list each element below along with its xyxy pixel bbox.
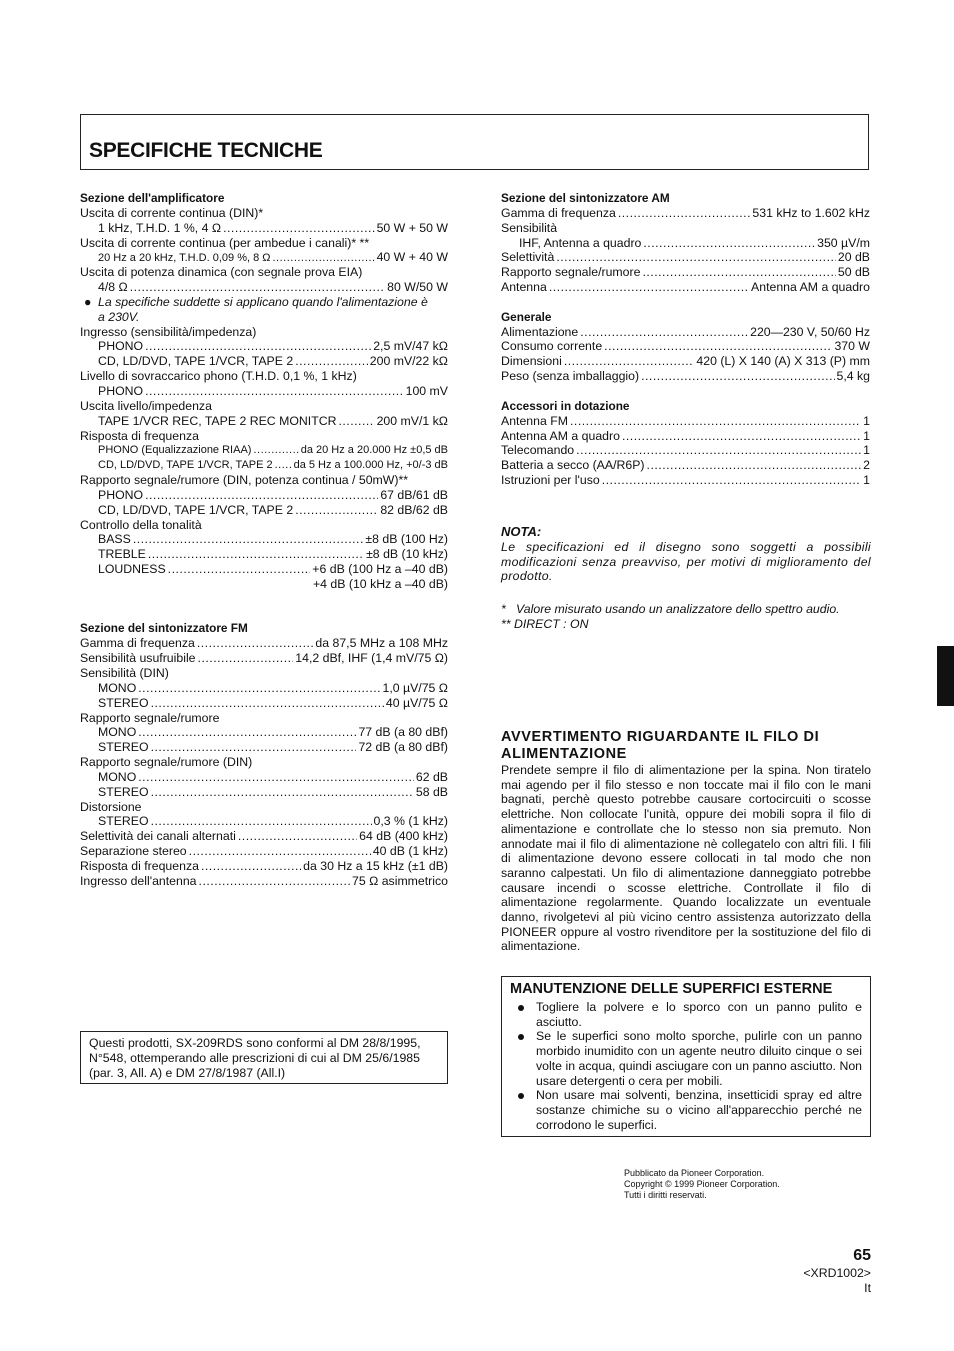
spec-row: Antenna FM ..... 1 xyxy=(501,414,870,429)
spec-row: TREBLE ..... ±8 dB (10 kHz) xyxy=(80,547,448,562)
spec-line: Livello di sovraccarico phono (T.H.D. 0,1 %, 1 kHz) xyxy=(80,369,357,384)
spec-row: Telecomando ..... 1 xyxy=(501,443,870,458)
spec-line: Uscita di corrente continua (per ambedue i canali)* ** xyxy=(80,235,370,250)
am-heading: Sezione del sintonizzatore AM xyxy=(501,191,670,205)
power-cord-warning xyxy=(501,729,871,954)
spec-row: CD, LD/DVD, TAPE 1/VCR, TAPE 2 ..... 82 dB/62 dB xyxy=(80,503,448,518)
spec-row: Batteria a secco (AA/R6P) ..... 2 xyxy=(501,458,870,473)
conformity-box xyxy=(80,1031,448,1084)
spec-row: PHONO (Equalizzazione RIAA) ..... da 20 Hz a 20.000 Hz ±0,5 dB xyxy=(80,443,448,458)
footnote: ** DIRECT : ON xyxy=(501,617,589,632)
amp-heading: Sezione dell'amplificatore xyxy=(80,191,225,205)
spec-line: Rapporto segnale/rumore (DIN, potenza continua / 50mW)** xyxy=(80,473,409,488)
spec-line: Controllo della tonalità xyxy=(80,517,202,532)
spec-row: Antenna ..... Antenna AM a quadro xyxy=(501,280,870,295)
spec-row: 4/8 Ω ..... 80 W/50 W xyxy=(80,280,448,295)
page-title: SPECIFICHE TECNICHE xyxy=(89,139,323,162)
spec-row: Selettività dei canali alternati ..... 64 dB (400 kHz) xyxy=(80,829,448,844)
spec-row: Gamma di frequenza ..... da 87,5 MHz a 108 MHz xyxy=(80,636,448,651)
spec-row: Consumo corrente ..... 370 W xyxy=(501,339,870,354)
warning-text: Prendete sempre il filo di alimentazione per la spina. Non tiratelo mai agendo per il filo stesso e non toccate mai il filo con le mani bagnati, perchè questo potrebbe causare cortocircuiti o scosse elettriche. Non collocate l'unità, oppure dei mobili sopra il filo di alimentazione e controllate che lo stesso non sia premuto. Non annodate mai il filo di alimentazione nè collegatelo con altri fili. I fili di alimentazione devono essere collocati in tal modo che non saranno calpestati. Un filo di alimentazione danneggiato potrebbe causare incendi o scosse elettriche. Controllate il filo di alimentazione regolarmente. Quando localizzate un eventuale danno, rivolgetevi al più vicino centro assistenza autorizzato della PIONEER oppure al vostro rivenditore per la sostituzione del filo di alimentazione. xyxy=(501,763,871,954)
spec-row: Selettività ..... 20 dB xyxy=(501,250,870,265)
spec-row: Risposta di frequenza ..... da 30 Hz a 15 kHz (±1 dB) xyxy=(80,859,448,874)
publisher-line: Tutti i diritti reservati. xyxy=(624,1190,707,1200)
spec-row: STEREO ..... 58 dB xyxy=(80,785,448,800)
publisher-line: Copyright © 1999 Pioneer Corporation. xyxy=(624,1179,780,1189)
conformity-line: N°548, ottemperando alle prescrizioni di cui al DM 25/6/1985 xyxy=(89,1051,420,1065)
spec-row: 1 kHz, T.H.D. 1 %, 4 Ω ..... 50 W + 50 W xyxy=(80,221,448,236)
footnote: * Valore misurato usando un analizzatore dello spettro audio. xyxy=(501,602,840,617)
publisher-line: Pubblicato da Pioneer Corporation. xyxy=(624,1168,765,1178)
spec-row: Dimensioni ..... 420 (L) X 140 (A) X 313 (P) mm xyxy=(501,354,870,369)
spec-row: BASS ..... ±8 dB (100 Hz) xyxy=(80,532,448,547)
spec-row: Separazione stereo ..... 40 dB (1 kHz) xyxy=(80,844,448,859)
spec-row: PHONO ..... 2,5 mV/47 kΩ xyxy=(80,339,448,354)
section-tab-marker xyxy=(937,646,954,706)
spec-line: Sensibilità xyxy=(501,220,558,235)
page-number: 65 xyxy=(853,1247,871,1264)
spec-row: Sensibilità usufruibile ..... 14,2 dBf, IHF (1,4 mV/75 Ω) xyxy=(80,651,448,666)
spec-line: Sensibilità (DIN) xyxy=(80,666,169,680)
spec-row: PHONO ..... 67 dB/61 dB xyxy=(80,488,448,503)
right-column xyxy=(501,191,870,488)
nota-block xyxy=(501,524,871,632)
spec-row: PHONO ..... 100 mV xyxy=(80,384,448,399)
spec-line: Distorsione xyxy=(80,799,142,814)
spec-row: 20 Hz a 20 kHz, T.H.D. 0,09 %, 8 Ω ..... 40 W + 40 W xyxy=(80,250,448,265)
spec-row: MONO ..... 1,0 µV/75 Ω xyxy=(80,681,448,696)
language-code: It xyxy=(864,1281,871,1295)
list-item: Se le superfici sono molto sporche, pulirle con un panno morbido inumidito con un agente neutro diluito cinque o sei volte in acqua, quindi asciugare con un panno asciutto. Non usare detergenti o cera per mobili. xyxy=(510,1029,862,1088)
spec-row: Antenna AM a quadro ..... 1 xyxy=(501,429,870,444)
list-item: Non usare mai solventi, benzina, insetticidi spray ed altre sostanze chimiche su o vicino all'apparecchio perché ne corrodono le superfici. xyxy=(510,1088,862,1132)
general-heading: Generale xyxy=(501,309,552,324)
page-footer xyxy=(760,1246,871,1296)
spec-row: Rapporto segnale/rumore ..... 50 dB xyxy=(501,265,870,280)
spec-row: STEREO ..... 40 µV/75 Ω xyxy=(80,696,448,711)
spec-line: Rapporto segnale/rumore (DIN) xyxy=(80,755,253,770)
amp-note-2: a 230V. xyxy=(98,309,140,324)
spec-row: Ingresso dell'antenna ..... 75 Ω asimmetrico xyxy=(80,874,448,889)
maintenance-title: MANUTENZIONE DELLE SUPERFICI ESTERNE xyxy=(510,981,833,997)
spec-row: Peso (senza imballaggio) ..... 5,4 kg xyxy=(501,369,870,384)
spec-row: LOUDNESS ..... +6 dB (100 Hz a –40 dB) xyxy=(80,562,448,577)
spec-row: STEREO ..... 0,3 % (1 kHz) xyxy=(80,814,448,829)
spec-row: IHF, Antenna a quadro ..... 350 µV/m xyxy=(501,236,870,251)
maintenance-box xyxy=(501,976,871,1137)
spec-line: Ingresso (sensibilità/impedenza) xyxy=(80,324,257,339)
warning-title: AVVERTIMENTO RIGUARDANTE IL FILO DI xyxy=(501,729,820,745)
publisher-info xyxy=(624,1168,844,1201)
nota-title: NOTA: xyxy=(501,524,542,539)
list-item: Togliere la polvere e lo sporco con un panno pulito e asciutto. xyxy=(510,1000,862,1029)
spec-row: Alimentazione ..... 220—230 V, 50/60 Hz xyxy=(501,325,870,340)
fm-heading: Sezione del sintonizzatore FM xyxy=(80,621,248,636)
doc-code: <XRD1002> xyxy=(803,1266,871,1280)
nota-text: Le specificazioni ed il disegno sono soggetti a possibili modificazioni senza preavviso, per motivi di miglioramento del prodotto. xyxy=(501,540,871,584)
spec-row: TAPE 1/VCR REC, TAPE 2 REC MONITCR ..... 200 mV/1 kΩ xyxy=(80,414,448,429)
left-column xyxy=(80,191,448,889)
accessories-heading: Accessori in dotazione xyxy=(501,398,630,413)
warning-title-2: ALIMENTAZIONE xyxy=(501,746,627,762)
spec-row: MONO ..... 77 dB (a 80 dBf) xyxy=(80,725,448,740)
spec-row: CD, LD/DVD, TAPE 1/VCR, TAPE 2 ..... da 5 Hz a 100.000 Hz, +0/-3 dB xyxy=(80,458,448,473)
spec-line: Uscita di potenza dinamica (con segnale prova EIA) xyxy=(80,265,363,280)
amp-note: ● La specifiche suddette si applicano quando l'alimentazione è xyxy=(84,294,428,309)
spec-row: STEREO ..... 72 dB (a 80 dBf) xyxy=(80,740,448,755)
spec-line: Risposta di frequenza xyxy=(80,428,199,443)
spec-line: Uscita di corrente continua (DIN)* xyxy=(80,205,264,220)
spec-row: MONO ..... 62 dB xyxy=(80,770,448,785)
spec-line: +4 dB (10 kHz a –40 dB) xyxy=(312,576,448,591)
spec-line: Rapporto segnale/rumore xyxy=(80,710,220,725)
title-box xyxy=(80,114,869,170)
conformity-line: (par. 3, All. A) e DM 27/8/1987 (All.I) xyxy=(89,1066,286,1080)
spec-row: Istruzioni per l'uso ..... 1 xyxy=(501,473,870,488)
conformity-line: Questi prodotti, SX-209RDS sono conformi al DM 28/8/1995, xyxy=(89,1036,421,1050)
spec-row: CD, LD/DVD, TAPE 1/VCR, TAPE 2 ..... 200 mV/22 kΩ xyxy=(80,354,448,369)
spec-line: Uscita livello/impedenza xyxy=(80,398,212,413)
spec-row: Gamma di frequenza ..... 531 kHz to 1.602 kHz xyxy=(501,206,870,221)
